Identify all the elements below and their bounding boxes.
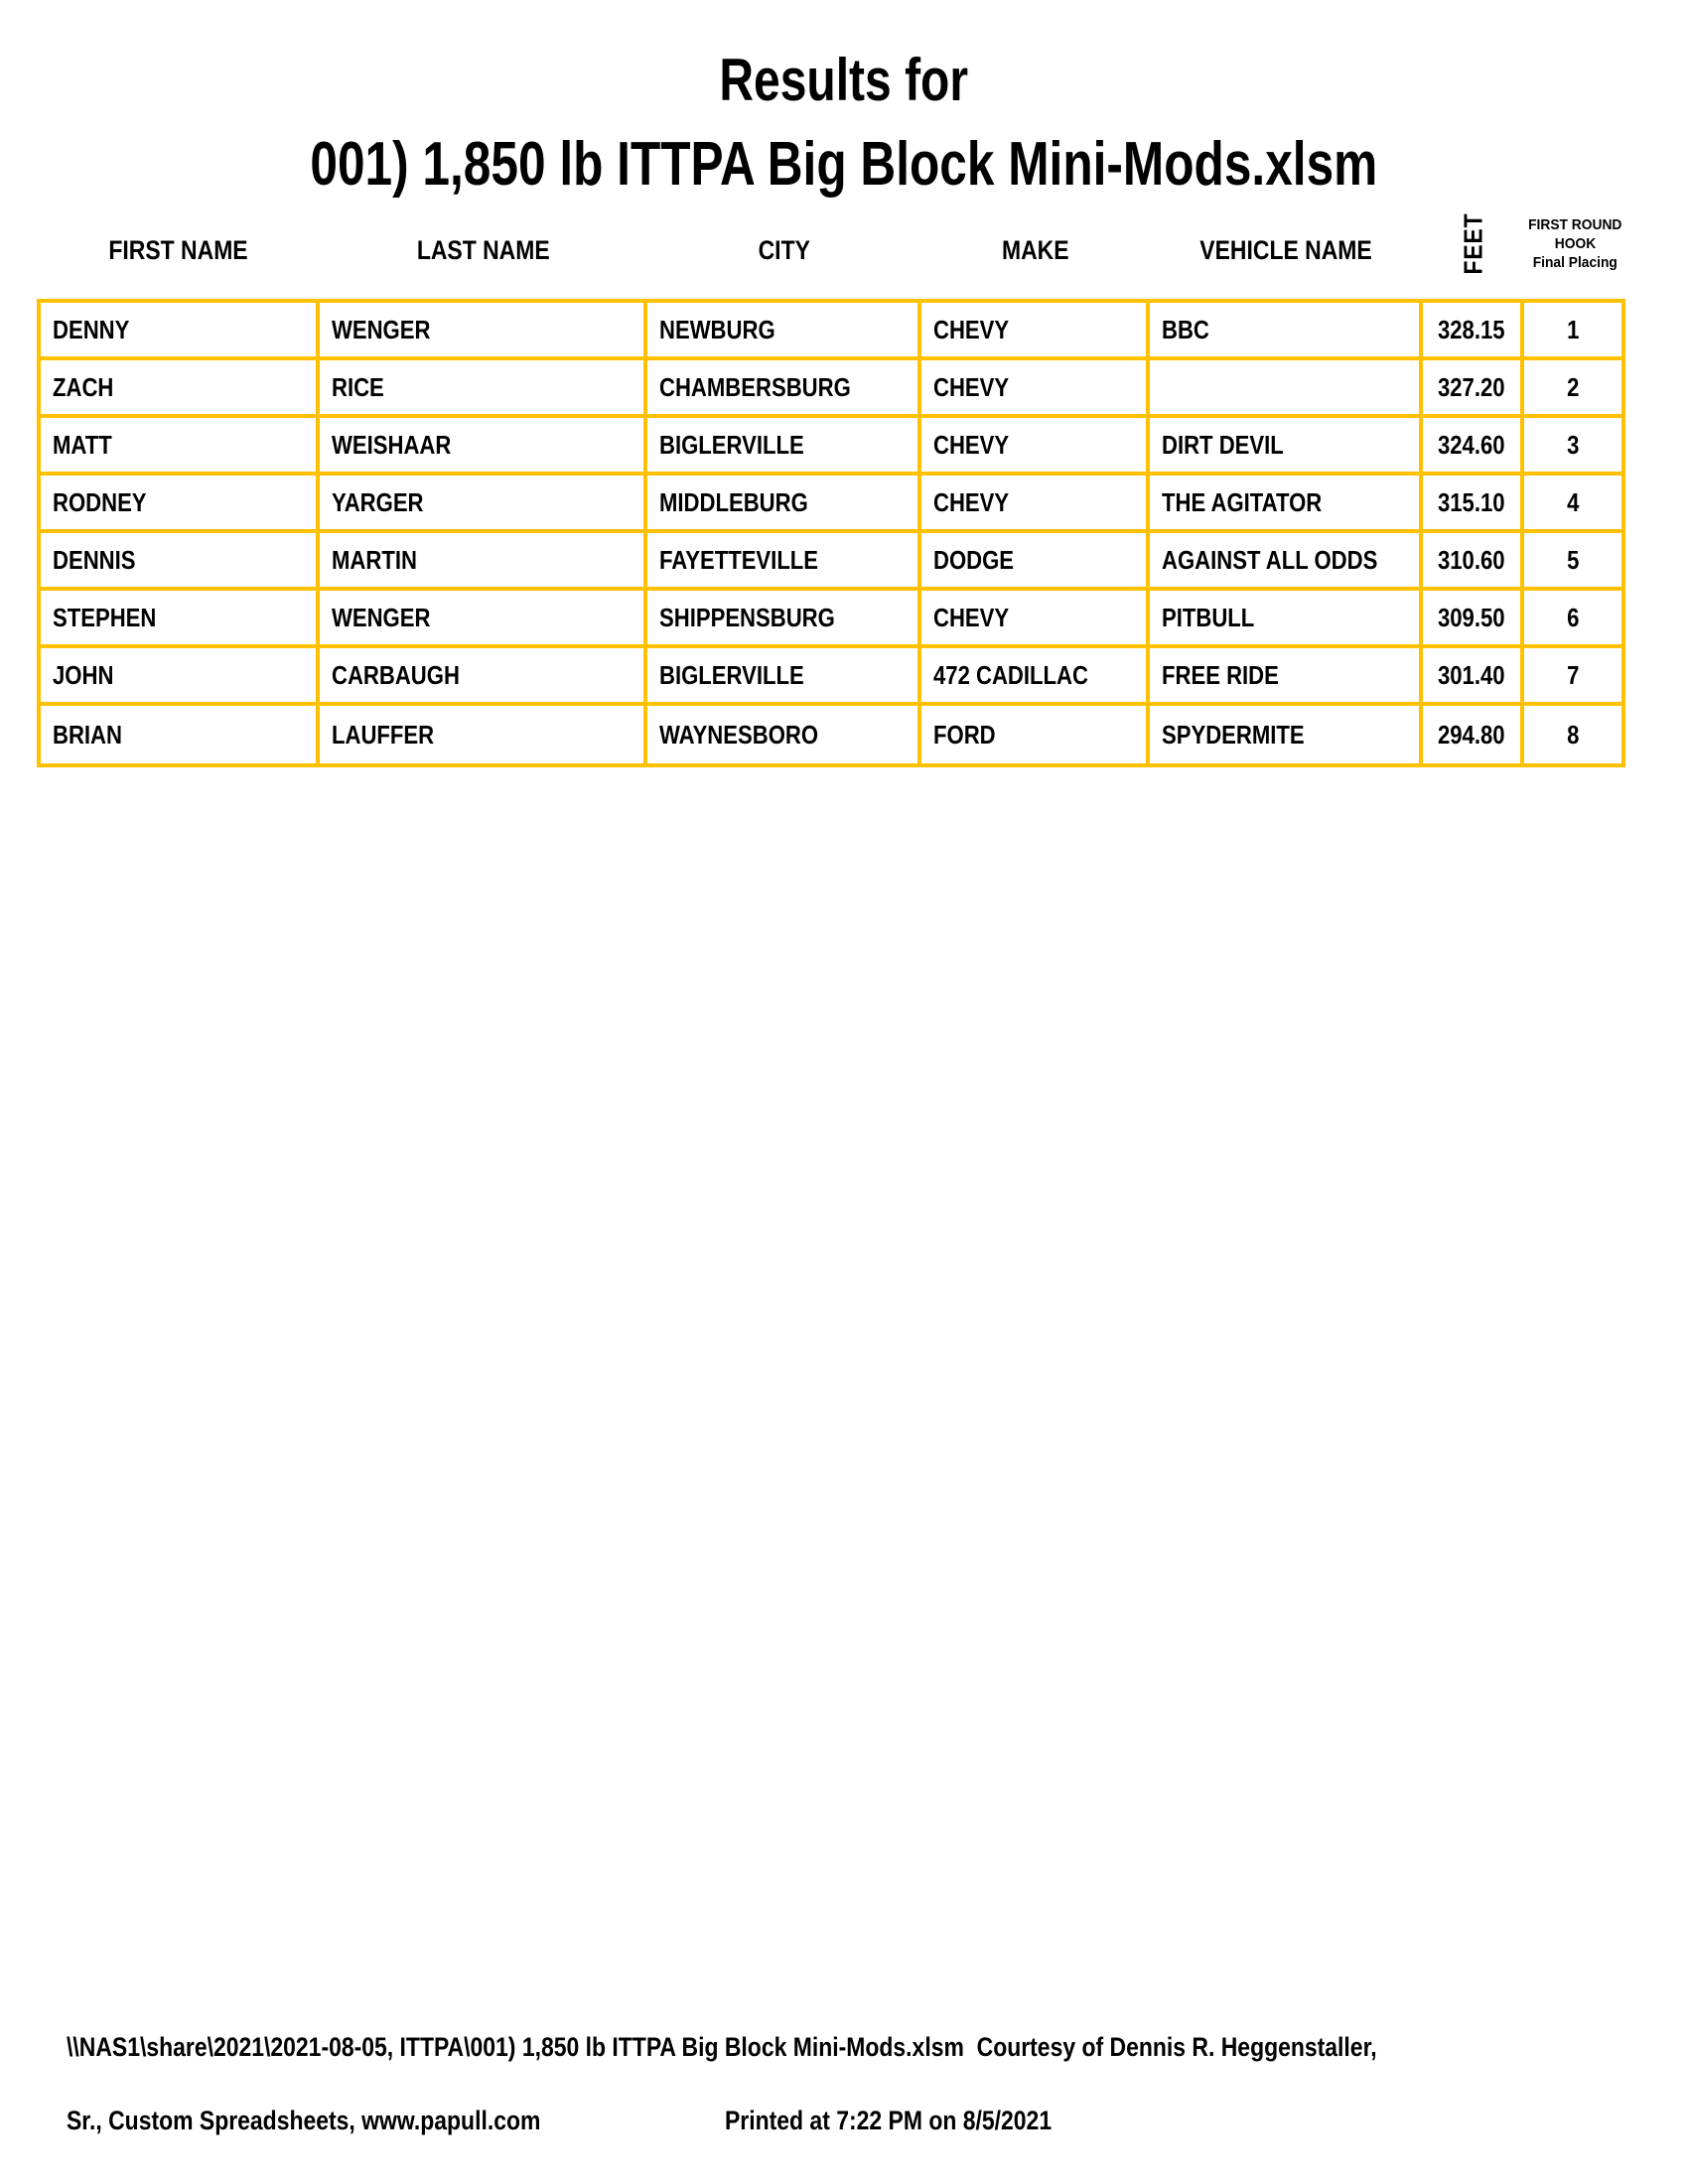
cell-vehicle-name (1150, 533, 1423, 591)
cell-feet (1423, 418, 1524, 476)
cell-first-name-text: MATT (53, 429, 112, 460)
cell-placing-text: 6 (1566, 602, 1580, 632)
cell-placing (1524, 418, 1621, 476)
cell-vehicle-name (1150, 648, 1423, 706)
cell-vehicle-name-text: PITBULL (1162, 602, 1255, 632)
cell-city-text: BIGLERVILLE (659, 659, 804, 690)
footer-credit: Sr., Custom Spreadsheets, www.papull.com (67, 2106, 541, 2135)
cell-vehicle-name-text: BBC (1162, 314, 1209, 344)
cell-make (921, 303, 1150, 360)
table-column-headers (37, 212, 1625, 274)
cell-first-name-text: JOHN (53, 659, 114, 690)
cell-city-text: WAYNESBORO (659, 719, 819, 750)
cell-feet-text: 294.80 (1438, 719, 1505, 750)
cell-vehicle-name (1150, 591, 1423, 648)
cell-city (647, 476, 921, 533)
cell-city-text: FAYETTEVILLE (659, 544, 819, 575)
cell-vehicle-name-text: DIRT DEVIL (1162, 429, 1284, 460)
cell-vehicle-name (1150, 476, 1423, 533)
cell-feet-text: 327.20 (1438, 371, 1505, 402)
cell-first-name-text: STEPHEN (53, 602, 157, 632)
cell-vehicle-name-text: FREE RIDE (1162, 659, 1279, 690)
cell-make-text: 472 CADILLAC (933, 659, 1088, 690)
col-header-placing-line2: HOOK (1554, 234, 1596, 252)
cell-placing-text: 2 (1566, 371, 1580, 402)
cell-feet (1423, 533, 1524, 591)
cell-make (921, 360, 1150, 418)
cell-city (647, 360, 921, 418)
cell-feet (1423, 303, 1524, 360)
col-header-city: CITY (758, 235, 811, 265)
cell-placing (1524, 533, 1621, 591)
cell-make-text: CHEVY (933, 429, 1010, 460)
file-title-text: 001) 1,850 lb ITTPA Big Block Mini-Mods.xlsm (310, 130, 1378, 199)
cell-make (921, 476, 1150, 533)
cell-placing (1524, 706, 1621, 763)
cell-first-name-text: DENNY (53, 314, 130, 344)
cell-city-text: CHAMBERSBURG (659, 371, 851, 402)
cell-vehicle-name-text: AGAINST ALL ODDS (1162, 544, 1378, 575)
cell-city-text: BIGLERVILLE (659, 429, 804, 460)
cell-make (921, 706, 1150, 763)
cell-first-name (41, 648, 320, 706)
cell-last-name (320, 648, 647, 706)
page-title (0, 46, 1688, 114)
cell-placing-text: 3 (1566, 429, 1580, 460)
col-header-make: MAKE (1002, 235, 1069, 265)
col-header-last-name: LAST NAME (417, 235, 550, 265)
cell-last-name (320, 360, 647, 418)
footer-file-path: \\NAS1\share\2021\2021-08-05, ITTPA\001) 1,850 lb ITTPA Big Block Mini-Mods.xlsm Courtesy of Dennis R. Heggenstaller, (67, 2032, 1377, 2062)
cell-feet-text: 315.10 (1438, 486, 1505, 517)
cell-vehicle-name (1150, 418, 1423, 476)
cell-feet-text: 301.40 (1438, 659, 1505, 690)
footer-printed-timestamp: Printed at 7:22 PM on 8/5/2021 (725, 2106, 1053, 2135)
cell-vehicle-name-text: SPYDERMITE (1162, 719, 1305, 750)
cell-city (647, 706, 921, 763)
cell-last-name (320, 476, 647, 533)
cell-city-text: NEWBURG (659, 314, 775, 344)
cell-feet-text: 324.60 (1438, 429, 1505, 460)
cell-placing (1524, 591, 1621, 648)
cell-make-text: CHEVY (933, 486, 1010, 517)
cell-last-name-text: CARBAUGH (332, 659, 460, 690)
cell-feet (1423, 360, 1524, 418)
cell-placing-text: 1 (1566, 314, 1580, 344)
cell-vehicle-name-text: THE AGITATOR (1162, 486, 1323, 517)
col-header-first-name: FIRST NAME (108, 235, 248, 265)
cell-placing (1524, 360, 1621, 418)
cell-placing-text: 7 (1566, 659, 1580, 690)
cell-last-name (320, 706, 647, 763)
cell-first-name (41, 418, 320, 476)
cell-make (921, 418, 1150, 476)
cell-first-name-text: RODNEY (53, 486, 147, 517)
cell-feet (1423, 648, 1524, 706)
cell-city (647, 648, 921, 706)
results-table (37, 299, 1625, 767)
cell-last-name-text: WENGER (332, 602, 431, 632)
cell-feet (1423, 476, 1524, 533)
cell-first-name (41, 303, 320, 360)
cell-first-name (41, 591, 320, 648)
cell-city (647, 303, 921, 360)
cell-make-text: CHEVY (933, 314, 1010, 344)
cell-feet-text: 328.15 (1438, 314, 1505, 344)
cell-feet (1423, 706, 1524, 763)
cell-city (647, 418, 921, 476)
cell-last-name-text: MARTIN (332, 544, 417, 575)
col-header-placing-line3: Final Placing (1532, 253, 1618, 271)
cell-make (921, 648, 1150, 706)
cell-make-text: CHEVY (933, 371, 1010, 402)
cell-make-text: DODGE (933, 544, 1015, 575)
cell-feet-text: 310.60 (1438, 544, 1505, 575)
cell-last-name-text: YARGER (332, 486, 424, 517)
cell-make-text: FORD (933, 719, 996, 750)
cell-feet (1423, 591, 1524, 648)
cell-city-text: MIDDLEBURG (659, 486, 808, 517)
cell-make-text: CHEVY (933, 602, 1010, 632)
cell-placing-text: 8 (1566, 719, 1580, 750)
cell-placing (1524, 303, 1621, 360)
cell-placing-text: 5 (1566, 544, 1580, 575)
cell-last-name-text: WENGER (332, 314, 431, 344)
cell-placing (1524, 476, 1621, 533)
file-title (0, 129, 1688, 200)
cell-last-name-text: LAUFFER (332, 719, 435, 750)
cell-last-name (320, 418, 647, 476)
cell-first-name (41, 360, 320, 418)
page-title-text: Results for (719, 47, 969, 113)
col-header-feet: FEET (1458, 212, 1488, 274)
cell-first-name (41, 476, 320, 533)
cell-last-name (320, 303, 647, 360)
cell-first-name (41, 533, 320, 591)
cell-placing-text: 4 (1566, 486, 1580, 517)
cell-last-name (320, 591, 647, 648)
cell-vehicle-name (1150, 706, 1423, 763)
col-header-placing-line1: FIRST ROUND (1527, 215, 1622, 233)
cell-make (921, 533, 1150, 591)
cell-make (921, 591, 1150, 648)
cell-placing (1524, 648, 1621, 706)
cell-last-name (320, 533, 647, 591)
cell-city (647, 533, 921, 591)
cell-first-name-text: ZACH (53, 371, 114, 402)
cell-city-text: SHIPPENSBURG (659, 602, 835, 632)
cell-last-name-text: RICE (332, 371, 384, 402)
cell-feet-text: 309.50 (1438, 602, 1505, 632)
cell-first-name (41, 706, 320, 763)
cell-first-name-text: BRIAN (53, 719, 122, 750)
cell-vehicle-name (1150, 360, 1423, 418)
col-header-vehicle-name: VEHICLE NAME (1199, 235, 1373, 265)
cell-city (647, 591, 921, 648)
col-header-placing (1524, 215, 1625, 271)
cell-vehicle-name (1150, 303, 1423, 360)
cell-last-name-text: WEISHAAR (332, 429, 452, 460)
cell-first-name-text: DENNIS (53, 544, 136, 575)
